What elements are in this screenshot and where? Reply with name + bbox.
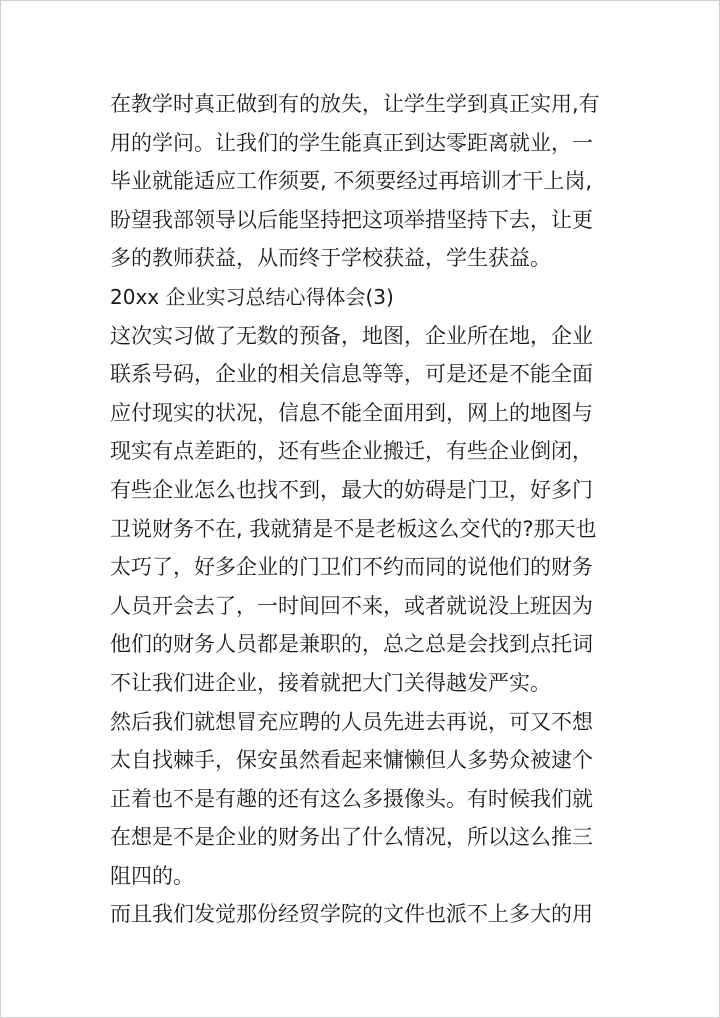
text-line: 这次实习做了无数的预备，地图，企业所在地，企业 — [110, 323, 593, 348]
text-line: 他们的财务人员都是兼职的，总之总是会找到点托词 — [110, 632, 593, 657]
text-line: 在教学时真正做到有的放失，让学生学到真正实用,有 — [110, 92, 600, 116]
text-line: 正着也不是有趣的还有这么多摄像头。有时候我们就 — [110, 786, 593, 811]
section-heading: 20xx 企业实习总结心得体会(3) — [110, 284, 394, 309]
text-line: 然后我们就想冒充应聘的人员先进去再说，可又不想 — [110, 709, 593, 734]
text-line: 太巧了，好多企业的门卫们不约而同的说他们的财务 — [110, 555, 593, 580]
text-line: 联系号码，企业的相关信息等等，可是还是不能全面 — [110, 362, 593, 387]
text-line: 多的教师获益，从而终于学校获益，学生获益。 — [110, 246, 551, 271]
text-line: 毕业就能适应工作须要, 不须要经过再培训才干上岗, — [110, 169, 593, 194]
document-body — [110, 85, 620, 934]
text-line: 而且我们发觉那份经贸学院的文件也派不上多大的用 — [110, 902, 593, 927]
text-line: 在想是不是企业的财务出了什么情况，所以这么推三 — [110, 825, 593, 850]
text-line: 有些企业怎么也找不到，最大的妨碍是门卫，好多门 — [110, 477, 593, 502]
text-line: 太自找棘手，保安虽然看起来慵懒但人多势众被逮个 — [110, 748, 593, 773]
text-line: 阻四的。 — [110, 863, 194, 888]
text-line: 应付现实的状况，信息不能全面用到，网上的地图与 — [110, 400, 593, 425]
text-line: 盼望我部领导以后能坚持把这项举措坚持下去，让更 — [110, 207, 593, 232]
text-line: 卫说财务不在, 我就猜是不是老板这么交代的?那天也 — [110, 516, 597, 541]
text-line: 用的学问。让我们的学生能真正到达零距离就业，一 — [110, 130, 593, 155]
text-line: 现实有点差距的，还有些企业搬迁，有些企业倒闭， — [110, 439, 593, 464]
text-line: 不让我们进企业，接着就把大门关得越发严实。 — [110, 670, 551, 695]
text-line: 人员开会去了，一时间回不来，或者就说没上班因为 — [110, 593, 593, 618]
